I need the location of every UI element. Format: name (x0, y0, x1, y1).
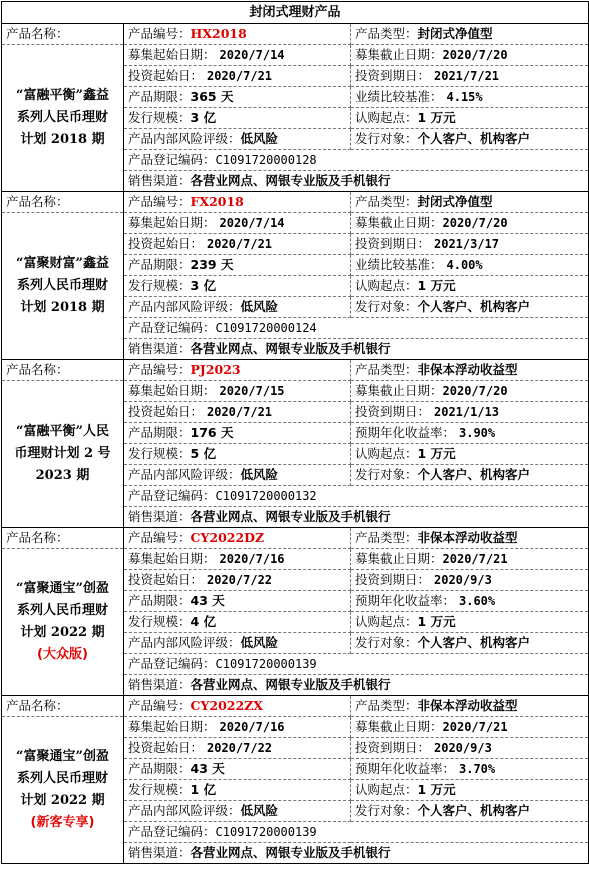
invest-end-cell (351, 66, 589, 87)
raise-start-value: 2020/7/14 (219, 216, 285, 230)
product-name: “富融平衡”鑫益系列人民币理财计划 2018 期 (16, 88, 109, 147)
code-cell (124, 696, 351, 717)
benchmark-cell (351, 255, 589, 276)
reg-cell (124, 486, 589, 507)
term-cell (124, 87, 351, 108)
term-value: 176 天 (190, 425, 234, 440)
reg-cell (124, 654, 589, 675)
target-cell (351, 801, 589, 822)
product-type: 封闭式净值型 (417, 194, 493, 209)
product-table-body (2, 2, 589, 864)
invest-end-value: 2021/7/21 (434, 69, 500, 83)
min-buy-label: 认购起点： (355, 446, 418, 461)
raise-start-value: 2020/7/16 (219, 552, 285, 566)
raise-end-cell (351, 381, 589, 402)
min-buy-label: 认购起点： (355, 614, 418, 629)
raise-start-label: 募集起始日期： (128, 551, 216, 566)
reg-value: C1091720000124 (215, 321, 317, 335)
min-buy-value: 1 万元 (417, 782, 456, 797)
channel-label: 销售渠道： (128, 509, 191, 524)
invest-start-value: 2020/7/21 (207, 405, 273, 419)
target-value: 个人客户、机构客户 (417, 299, 531, 314)
target-value: 个人客户、机构客户 (417, 635, 531, 650)
invest-start-label: 投资起始日： (128, 740, 204, 755)
type-label: 产品类型： (355, 530, 418, 545)
code-label: 产品编号： (128, 194, 191, 209)
min-buy-label: 认购起点： (355, 110, 418, 125)
risk-label: 产品内部风险评级： (128, 803, 241, 818)
size-value: 4 亿 (190, 614, 217, 629)
product-tag: (新客专享) (30, 815, 95, 830)
term-label: 产品期限： (128, 89, 191, 104)
min-buy-label: 认购起点： (355, 782, 418, 797)
product-row-raise (2, 717, 589, 738)
invest-end-value: 2020/9/3 (434, 741, 492, 755)
name-label: 产品名称： (2, 192, 124, 213)
size-value: 1 亿 (190, 782, 217, 797)
code-label: 产品编号： (128, 698, 191, 713)
product-code: PJ2023 (190, 362, 241, 377)
reg-label: 产品登记编码： (128, 824, 216, 839)
product-row-raise (2, 549, 589, 570)
raise-end-cell (351, 213, 589, 234)
term-cell (124, 423, 351, 444)
channel-label: 销售渠道： (128, 677, 191, 692)
raise-start-cell (124, 213, 351, 234)
product-name-cell (2, 213, 124, 360)
invest-start-value: 2020/7/21 (207, 237, 273, 251)
size-value: 3 亿 (190, 278, 217, 293)
raise-end-value: 2020/7/20 (442, 48, 508, 62)
product-table (1, 1, 589, 864)
invest-end-label: 投资到期日： (355, 404, 431, 419)
raise-start-label: 募集起始日期： (128, 215, 216, 230)
term-cell (124, 591, 351, 612)
invest-start-value: 2020/7/22 (207, 573, 273, 587)
invest-end-label: 投资到期日： (355, 68, 431, 83)
reg-label: 产品登记编码： (128, 656, 216, 671)
benchmark-value: 3.90% (459, 426, 496, 440)
product-type: 非保本浮动收益型 (417, 698, 518, 713)
raise-start-value: 2020/7/15 (219, 384, 285, 398)
channel-value: 各营业网点、网银专业版及手机银行 (190, 341, 391, 356)
reg-value: C1091720000139 (215, 825, 317, 839)
invest-start-label: 投资起始日： (128, 572, 204, 587)
term-label: 产品期限： (128, 257, 191, 272)
name-label: 产品名称： (2, 24, 124, 45)
type-cell (351, 360, 589, 381)
code-label: 产品编号： (128, 26, 191, 41)
min-buy-value: 1 万元 (417, 614, 456, 629)
invest-end-label: 投资到期日： (355, 236, 431, 251)
product-name-cell (2, 717, 124, 864)
product-row-raise (2, 45, 589, 66)
size-label: 发行规模： (128, 446, 191, 461)
channel-label: 销售渠道： (128, 845, 191, 860)
invest-end-value: 2020/9/3 (434, 573, 492, 587)
min-buy-cell (351, 276, 589, 297)
type-label: 产品类型： (355, 698, 418, 713)
size-cell (124, 780, 351, 801)
size-value: 5 亿 (190, 446, 217, 461)
target-label: 发行对象： (355, 803, 418, 818)
product-row-header (2, 192, 589, 213)
term-value: 365 天 (190, 89, 234, 104)
reg-value: C1091720000132 (215, 489, 317, 503)
product-name-cell (2, 45, 124, 192)
invest-start-value: 2020/7/21 (207, 69, 273, 83)
code-label: 产品编号： (128, 362, 191, 377)
product-code: CY2022DZ (190, 530, 265, 545)
reg-label: 产品登记编码： (128, 152, 216, 167)
type-cell (351, 528, 589, 549)
min-buy-cell (351, 780, 589, 801)
raise-start-label: 募集起始日期： (128, 383, 216, 398)
benchmark-value: 4.15% (446, 90, 483, 104)
name-label: 产品名称： (2, 696, 124, 717)
min-buy-cell (351, 108, 589, 129)
channel-cell (124, 171, 589, 192)
benchmark-cell (351, 423, 589, 444)
channel-value: 各营业网点、网银专业版及手机银行 (190, 677, 391, 692)
term-cell (124, 255, 351, 276)
target-value: 个人客户、机构客户 (417, 467, 531, 482)
reg-cell (124, 318, 589, 339)
risk-label: 产品内部风险评级： (128, 467, 241, 482)
name-label: 产品名称： (2, 528, 124, 549)
raise-start-label: 募集起始日期： (128, 719, 216, 734)
channel-cell (124, 843, 589, 864)
size-label: 发行规模： (128, 278, 191, 293)
benchmark-label: 业绩比较基准： (355, 257, 443, 272)
min-buy-cell (351, 444, 589, 465)
product-row-header (2, 528, 589, 549)
risk-label: 产品内部风险评级： (128, 299, 241, 314)
benchmark-label: 预期年化收益率： (355, 761, 456, 776)
title-row (2, 2, 589, 24)
min-buy-label: 认购起点： (355, 278, 418, 293)
risk-value: 低风险 (240, 803, 279, 818)
product-code: CY2022ZX (190, 698, 264, 713)
invest-start-label: 投资起始日： (128, 236, 204, 251)
invest-start-value: 2020/7/22 (207, 741, 273, 755)
raise-end-cell (351, 549, 589, 570)
invest-start-cell (124, 402, 351, 423)
min-buy-value: 1 万元 (417, 110, 456, 125)
target-value: 个人客户、机构客户 (417, 803, 531, 818)
product-code: FX2018 (190, 194, 244, 209)
type-cell (351, 24, 589, 45)
size-label: 发行规模： (128, 782, 191, 797)
target-cell (351, 633, 589, 654)
reg-value: C1091720000139 (215, 657, 317, 671)
raise-end-label: 募集截止日期： (355, 551, 443, 566)
size-label: 发行规模： (128, 614, 191, 629)
product-row-header (2, 696, 589, 717)
invest-end-cell (351, 402, 589, 423)
size-cell (124, 276, 351, 297)
min-buy-value: 1 万元 (417, 278, 456, 293)
invest-end-cell (351, 738, 589, 759)
target-cell (351, 129, 589, 150)
size-value: 3 亿 (190, 110, 217, 125)
term-value: 43 天 (190, 761, 225, 776)
type-label: 产品类型： (355, 26, 418, 41)
risk-value: 低风险 (240, 635, 279, 650)
invest-end-value: 2021/3/17 (434, 237, 500, 251)
invest-end-label: 投资到期日： (355, 740, 431, 755)
raise-start-cell (124, 381, 351, 402)
code-cell (124, 24, 351, 45)
target-value: 个人客户、机构客户 (417, 131, 531, 146)
risk-label: 产品内部风险评级： (128, 635, 241, 650)
product-type: 封闭式净值型 (417, 26, 493, 41)
invest-start-label: 投资起始日： (128, 68, 204, 83)
reg-label: 产品登记编码： (128, 320, 216, 335)
target-label: 发行对象： (355, 299, 418, 314)
code-cell (124, 192, 351, 213)
raise-end-value: 2020/7/20 (442, 216, 508, 230)
benchmark-cell (351, 759, 589, 780)
risk-cell (124, 297, 351, 318)
invest-end-cell (351, 570, 589, 591)
raise-start-label: 募集起始日期： (128, 47, 216, 62)
raise-start-cell (124, 549, 351, 570)
raise-start-cell (124, 45, 351, 66)
product-name: “富聚通宝”创盈系列人民币理财计划 2022 期 (16, 581, 109, 640)
product-row-raise (2, 381, 589, 402)
product-type: 非保本浮动收益型 (417, 362, 518, 377)
target-label: 发行对象： (355, 635, 418, 650)
raise-start-value: 2020/7/14 (219, 48, 285, 62)
risk-value: 低风险 (240, 299, 279, 314)
raise-end-cell (351, 717, 589, 738)
risk-cell (124, 801, 351, 822)
channel-cell (124, 507, 589, 528)
channel-value: 各营业网点、网银专业版及手机银行 (190, 509, 391, 524)
min-buy-cell (351, 612, 589, 633)
invest-start-label: 投资起始日： (128, 404, 204, 419)
channel-cell (124, 675, 589, 696)
raise-start-cell (124, 717, 351, 738)
benchmark-cell (351, 591, 589, 612)
risk-value: 低风险 (240, 467, 279, 482)
target-label: 发行对象： (355, 131, 418, 146)
size-cell (124, 612, 351, 633)
raise-end-label: 募集截止日期： (355, 383, 443, 398)
raise-end-value: 2020/7/21 (442, 552, 508, 566)
channel-label: 销售渠道： (128, 341, 191, 356)
invest-end-value: 2021/1/13 (434, 405, 500, 419)
raise-end-label: 募集截止日期： (355, 719, 443, 734)
channel-value: 各营业网点、网银专业版及手机银行 (190, 845, 391, 860)
term-cell (124, 759, 351, 780)
target-cell (351, 297, 589, 318)
invest-start-cell (124, 570, 351, 591)
benchmark-value: 4.00% (446, 258, 483, 272)
raise-end-label: 募集截止日期： (355, 215, 443, 230)
sheet-title: 封闭式理财产品 (2, 2, 589, 24)
invest-start-cell (124, 66, 351, 87)
type-label: 产品类型： (355, 362, 418, 377)
product-sheet (0, 1, 589, 879)
benchmark-label: 预期年化收益率： (355, 425, 456, 440)
product-name-cell (2, 549, 124, 696)
risk-cell (124, 633, 351, 654)
term-label: 产品期限： (128, 425, 191, 440)
product-row-header (2, 360, 589, 381)
raise-end-cell (351, 45, 589, 66)
product-name: “富聚通宝”创盈系列人民币理财计划 2022 期 (16, 749, 109, 808)
channel-label: 销售渠道： (128, 173, 191, 188)
product-name: “富聚财富”鑫益系列人民币理财计划 2018 期 (16, 256, 109, 315)
benchmark-value: 3.60% (459, 594, 496, 608)
reg-value: C1091720000128 (215, 153, 317, 167)
channel-cell (124, 339, 589, 360)
type-cell (351, 192, 589, 213)
product-name: “富融平衡”人民币理财计划 2 号 2023 期 (14, 424, 111, 483)
benchmark-cell (351, 87, 589, 108)
term-value: 43 天 (190, 593, 225, 608)
code-cell (124, 528, 351, 549)
invest-end-cell (351, 234, 589, 255)
reg-cell (124, 822, 589, 843)
size-cell (124, 444, 351, 465)
reg-cell (124, 150, 589, 171)
benchmark-value: 3.70% (459, 762, 496, 776)
invest-start-cell (124, 234, 351, 255)
product-code: HX2018 (190, 26, 247, 41)
channel-value: 各营业网点、网银专业版及手机银行 (190, 173, 391, 188)
raise-end-value: 2020/7/20 (442, 384, 508, 398)
code-label: 产品编号： (128, 530, 191, 545)
risk-cell (124, 129, 351, 150)
term-value: 239 天 (190, 257, 234, 272)
product-name-cell (2, 381, 124, 528)
benchmark-label: 预期年化收益率： (355, 593, 456, 608)
raise-end-label: 募集截止日期： (355, 47, 443, 62)
reg-label: 产品登记编码： (128, 488, 216, 503)
product-tag: (大众版) (37, 647, 88, 662)
target-cell (351, 465, 589, 486)
product-row-header (2, 24, 589, 45)
risk-value: 低风险 (240, 131, 279, 146)
benchmark-label: 业绩比较基准： (355, 89, 443, 104)
risk-label: 产品内部风险评级： (128, 131, 241, 146)
type-cell (351, 696, 589, 717)
product-type: 非保本浮动收益型 (417, 530, 518, 545)
invest-end-label: 投资到期日： (355, 572, 431, 587)
name-label: 产品名称： (2, 360, 124, 381)
raise-end-value: 2020/7/21 (442, 720, 508, 734)
target-label: 发行对象： (355, 467, 418, 482)
size-label: 发行规模： (128, 110, 191, 125)
size-cell (124, 108, 351, 129)
min-buy-value: 1 万元 (417, 446, 456, 461)
code-cell (124, 360, 351, 381)
product-row-raise (2, 213, 589, 234)
term-label: 产品期限： (128, 593, 191, 608)
risk-cell (124, 465, 351, 486)
term-label: 产品期限： (128, 761, 191, 776)
invest-start-cell (124, 738, 351, 759)
raise-start-value: 2020/7/16 (219, 720, 285, 734)
type-label: 产品类型： (355, 194, 418, 209)
